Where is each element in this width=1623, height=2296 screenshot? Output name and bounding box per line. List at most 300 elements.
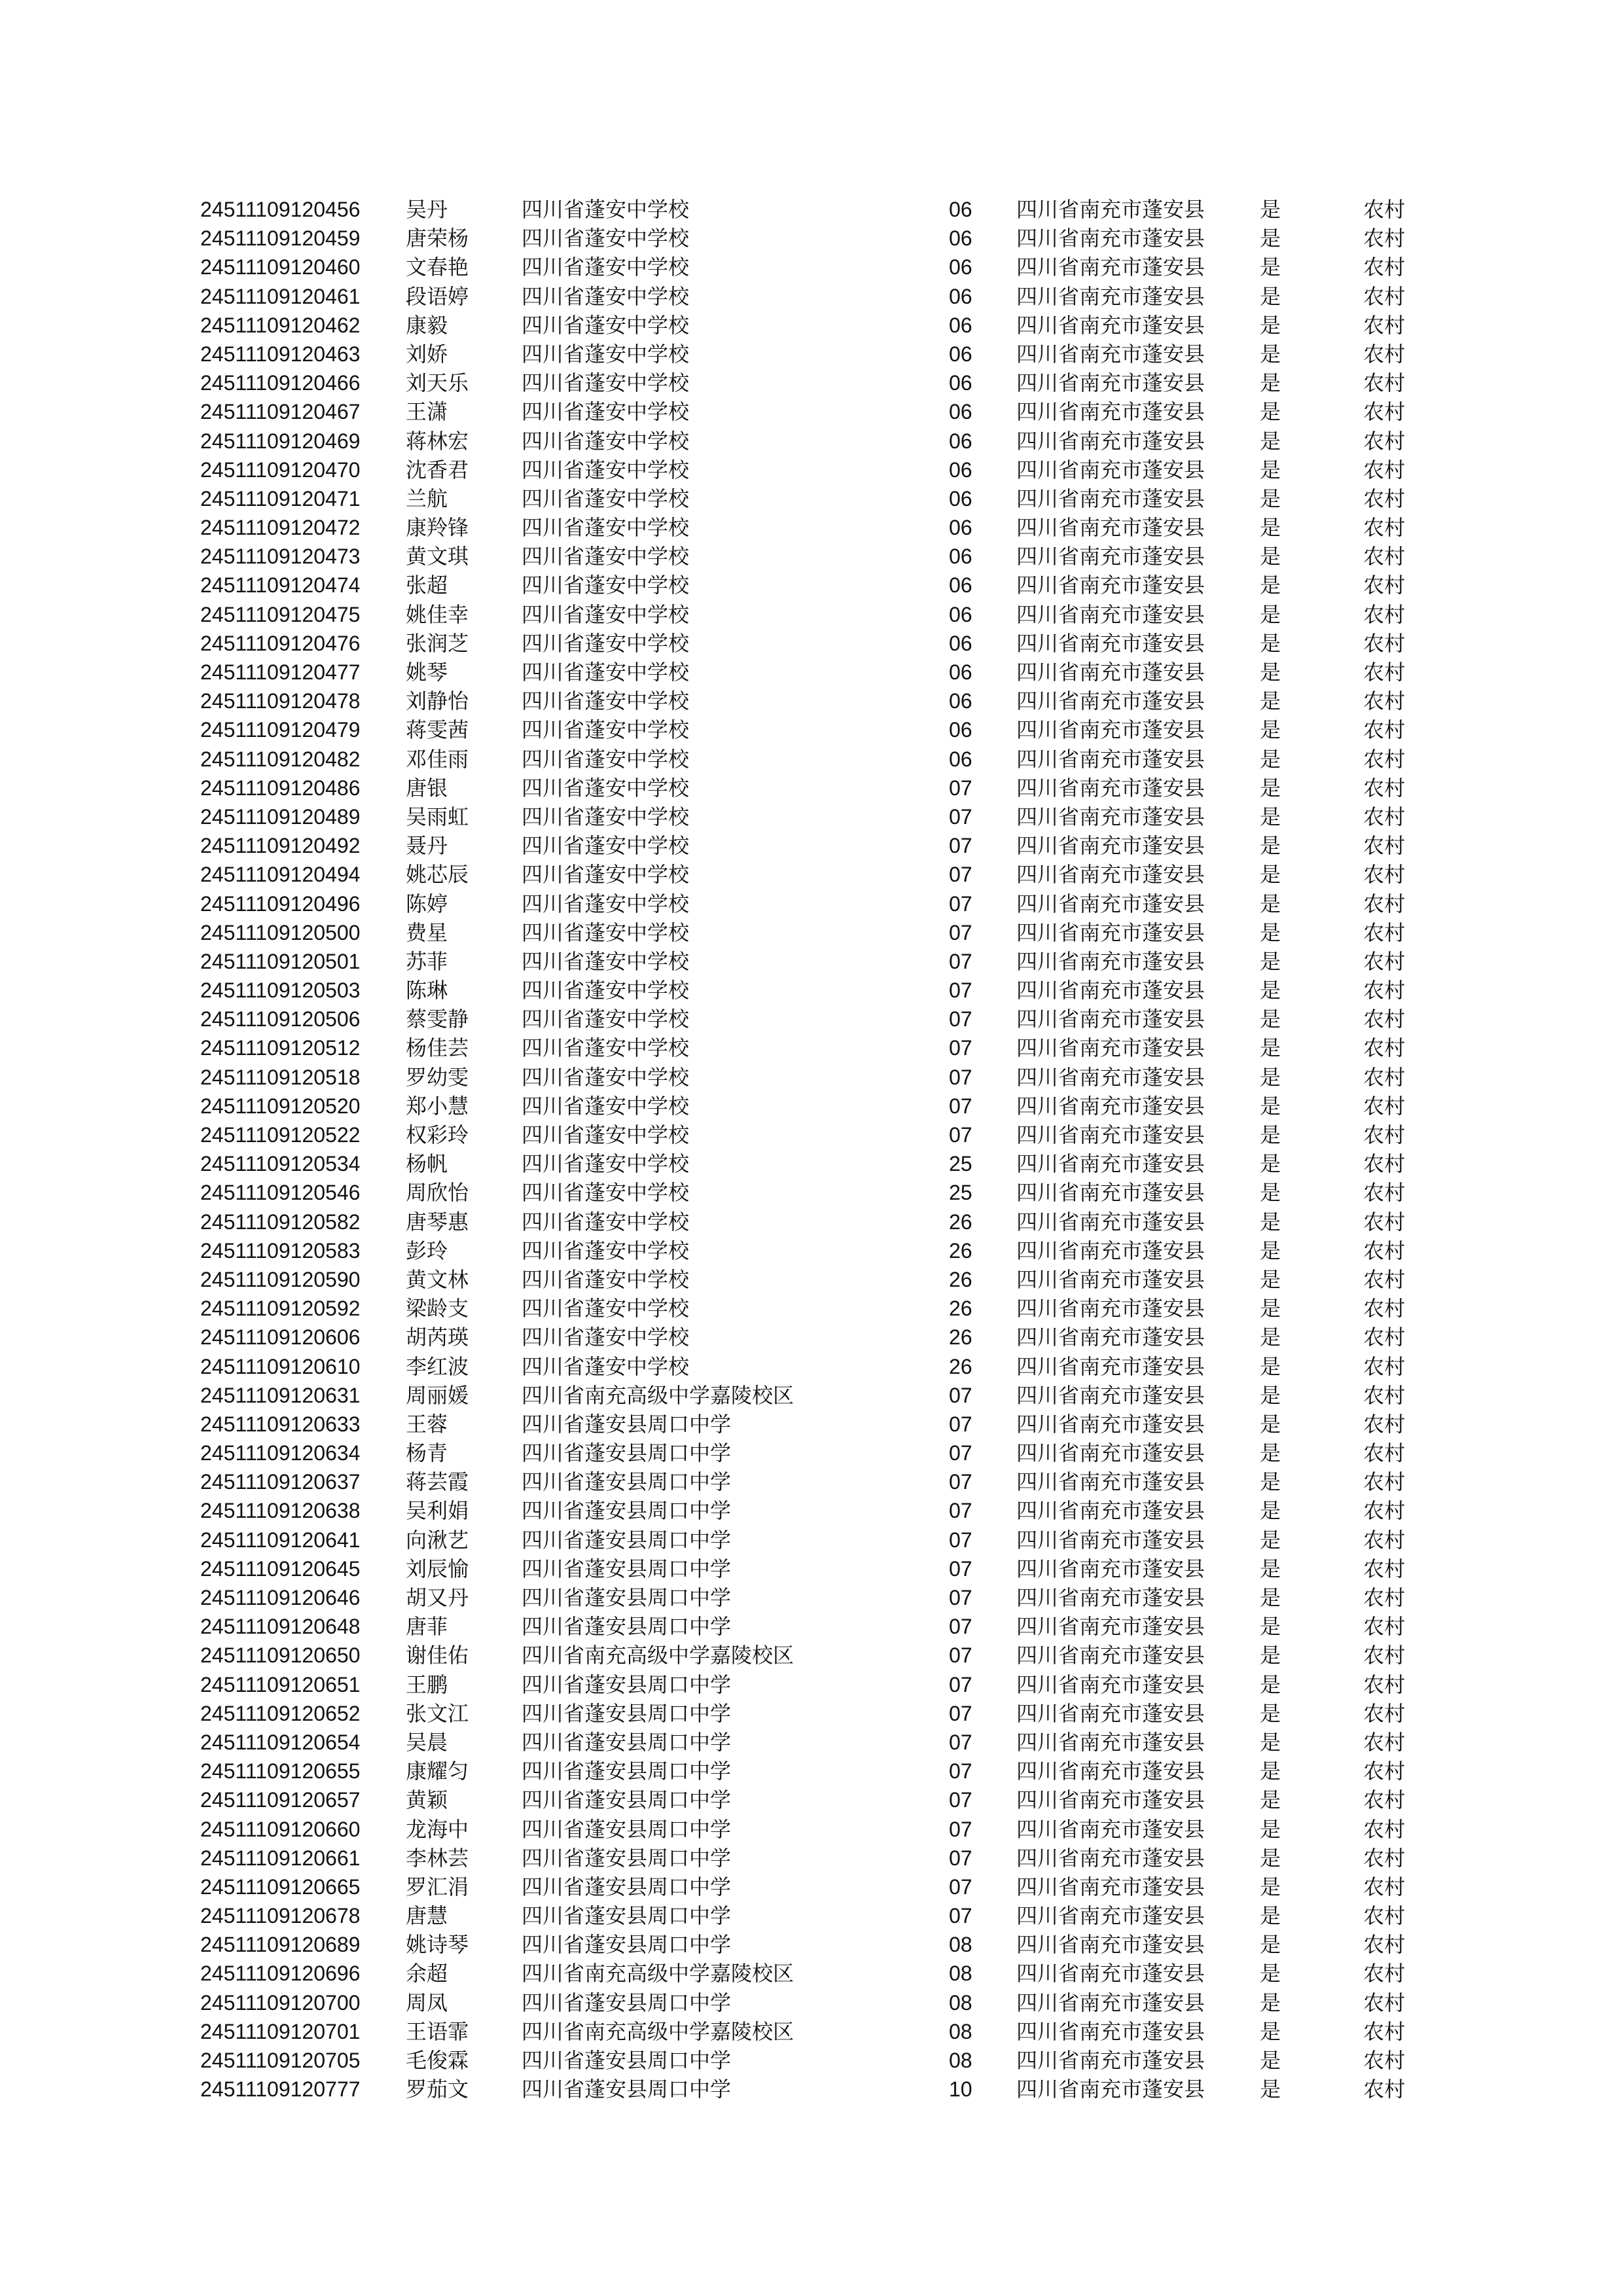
- school-cell: 四川省蓬安中学校: [522, 920, 690, 945]
- table-row: [0, 1496, 1623, 1525]
- student-id-cell: 24511109120705: [200, 2049, 361, 2072]
- eligibility-flag-cell: 是: [1260, 1325, 1281, 1350]
- address-cell: 四川省南充市蓬安县: [1016, 1990, 1205, 2015]
- area-type-cell: 农村: [1363, 891, 1406, 916]
- address-cell: 四川省南充市蓬安县: [1016, 1759, 1205, 1784]
- address-cell: 四川省南充市蓬安县: [1016, 630, 1205, 656]
- student-name-cell: 罗茄文: [406, 2077, 469, 2102]
- student-name-cell: 黄颖: [406, 1787, 448, 1813]
- eligibility-flag-cell: 是: [1260, 804, 1281, 829]
- student-id-cell: 24511109120474: [200, 573, 361, 598]
- address-cell: 四川省南充市蓬安县: [1016, 283, 1205, 309]
- address-cell: 四川省南充市蓬安县: [1016, 1816, 1205, 1842]
- student-id-cell: 24511109120496: [200, 891, 361, 916]
- student-id-cell: 24511109120645: [200, 1556, 361, 1581]
- table-row: [0, 1236, 1623, 1265]
- eligibility-flag-cell: 是: [1260, 1266, 1281, 1292]
- student-id-cell: 24511109120469: [200, 429, 361, 453]
- school-cell: 四川省蓬安中学校: [522, 1296, 690, 1321]
- eligibility-flag-cell: 是: [1260, 978, 1281, 1003]
- address-cell: 四川省南充市蓬安县: [1016, 1932, 1205, 1958]
- eligibility-flag-cell: 是: [1260, 515, 1281, 541]
- address-cell: 四川省南充市蓬安县: [1016, 2048, 1205, 2073]
- student-id-cell: 24511109120678: [200, 1904, 361, 1928]
- eligibility-flag-cell: 是: [1260, 775, 1281, 800]
- class-number-cell: 26: [949, 1325, 972, 1350]
- eligibility-flag-cell: 是: [1260, 1700, 1281, 1726]
- student-id-cell: 24511109120501: [200, 949, 361, 973]
- table-row: [0, 860, 1623, 889]
- eligibility-flag-cell: 是: [1260, 630, 1281, 656]
- eligibility-flag-cell: 是: [1260, 486, 1281, 511]
- address-cell: 四川省南充市蓬安县: [1016, 255, 1205, 280]
- eligibility-flag-cell: 是: [1260, 1354, 1281, 1379]
- eligibility-flag-cell: 是: [1260, 1180, 1281, 1206]
- student-name-cell: 聂丹: [406, 833, 448, 859]
- table-row: [0, 1815, 1623, 1844]
- address-cell: 四川省南充市蓬安县: [1016, 428, 1205, 454]
- area-type-cell: 农村: [1363, 370, 1406, 396]
- class-number-cell: 26: [949, 1267, 972, 1291]
- student-name-cell: 王语霏: [406, 2018, 469, 2044]
- eligibility-flag-cell: 是: [1260, 341, 1281, 367]
- eligibility-flag-cell: 是: [1260, 1238, 1281, 1263]
- area-type-cell: 农村: [1363, 1325, 1406, 1350]
- student-name-cell: 文春艳: [406, 255, 469, 280]
- student-id-cell: 24511109120696: [200, 1962, 361, 1986]
- area-type-cell: 农村: [1363, 601, 1406, 627]
- area-type-cell: 农村: [1363, 457, 1406, 482]
- school-cell: 四川省蓬安县周口中学: [522, 2077, 732, 2102]
- address-cell: 四川省南充市蓬安县: [1016, 486, 1205, 511]
- school-cell: 四川省蓬安中学校: [522, 804, 690, 829]
- area-type-cell: 农村: [1363, 1990, 1406, 2015]
- student-id-cell: 24511109120646: [200, 1586, 361, 1609]
- school-cell: 四川省蓬安中学校: [522, 601, 690, 627]
- student-id-cell: 24511109120460: [200, 255, 361, 279]
- student-name-cell: 康耀匀: [406, 1759, 469, 1784]
- address-cell: 四川省南充市蓬安县: [1016, 601, 1205, 627]
- address-cell: 四川省南充市蓬安县: [1016, 1700, 1205, 1726]
- table-row: [0, 1699, 1623, 1728]
- student-name-cell: 陈婷: [406, 891, 448, 916]
- student-id-cell: 24511109120641: [200, 1528, 361, 1552]
- eligibility-flag-cell: 是: [1260, 1903, 1281, 1929]
- area-type-cell: 农村: [1363, 775, 1406, 800]
- class-number-cell: 06: [949, 371, 972, 395]
- area-type-cell: 农村: [1363, 862, 1406, 888]
- table-row: [0, 976, 1623, 1005]
- school-cell: 四川省蓬安中学校: [522, 1180, 690, 1206]
- area-type-cell: 农村: [1363, 399, 1406, 425]
- area-type-cell: 农村: [1363, 1787, 1406, 1813]
- student-id-cell: 24511109120590: [200, 1267, 361, 1291]
- school-cell: 四川省蓬安中学校: [522, 775, 690, 800]
- area-type-cell: 农村: [1363, 1209, 1406, 1234]
- address-cell: 四川省南充市蓬安县: [1016, 1382, 1205, 1408]
- area-type-cell: 农村: [1363, 1064, 1406, 1090]
- address-cell: 四川省南充市蓬安县: [1016, 891, 1205, 916]
- area-type-cell: 农村: [1363, 486, 1406, 511]
- table-row: [0, 1959, 1623, 1988]
- school-cell: 四川省蓬安县周口中学: [522, 1441, 732, 1466]
- school-cell: 四川省蓬安县周口中学: [522, 1585, 732, 1610]
- eligibility-flag-cell: 是: [1260, 1932, 1281, 1958]
- student-id-cell: 24511109120463: [200, 342, 361, 366]
- address-cell: 四川省南充市蓬安县: [1016, 1209, 1205, 1234]
- student-name-cell: 余超: [406, 1961, 448, 1986]
- area-type-cell: 农村: [1363, 920, 1406, 945]
- table-row: [0, 1063, 1623, 1092]
- student-id-cell: 24511109120506: [200, 1007, 361, 1031]
- student-id-cell: 24511109120648: [200, 1615, 361, 1639]
- student-id-cell: 24511109120655: [200, 1759, 361, 1784]
- area-type-cell: 农村: [1363, 1151, 1406, 1177]
- table-row: [0, 774, 1623, 802]
- student-id-cell: 24511109120486: [200, 776, 361, 800]
- class-number-cell: 26: [949, 1238, 972, 1263]
- student-name-cell: 张润芝: [406, 630, 469, 656]
- student-id-cell: 24511109120520: [200, 1094, 361, 1118]
- table-row: [0, 1757, 1623, 1785]
- area-type-cell: 农村: [1363, 1903, 1406, 1929]
- area-type-cell: 农村: [1363, 1932, 1406, 1958]
- address-cell: 四川省南充市蓬安县: [1016, 1527, 1205, 1552]
- student-id-cell: 24511109120637: [200, 1470, 361, 1494]
- student-name-cell: 姚芯辰: [406, 862, 469, 888]
- address-cell: 四川省南充市蓬安县: [1016, 920, 1205, 945]
- class-number-cell: 07: [949, 949, 972, 973]
- address-cell: 四川省南充市蓬安县: [1016, 1672, 1205, 1697]
- address-cell: 四川省南充市蓬安县: [1016, 1238, 1205, 1263]
- student-name-cell: 姚琴: [406, 660, 448, 685]
- area-type-cell: 农村: [1363, 312, 1406, 338]
- area-type-cell: 农村: [1363, 1874, 1406, 1899]
- school-cell: 四川省蓬安县周口中学: [522, 1729, 732, 1755]
- school-cell: 四川省蓬安县周口中学: [522, 2048, 732, 2073]
- student-name-cell: 唐琴惠: [406, 1209, 469, 1234]
- table-row: [0, 1873, 1623, 1901]
- area-type-cell: 农村: [1363, 2018, 1406, 2044]
- table-row: [0, 745, 1623, 774]
- school-cell: 四川省南充高级中学嘉陵校区: [522, 2018, 794, 2044]
- school-cell: 四川省蓬安县周口中学: [522, 1903, 732, 1929]
- eligibility-flag-cell: 是: [1260, 1643, 1281, 1668]
- school-cell: 四川省蓬安中学校: [522, 630, 690, 656]
- area-type-cell: 农村: [1363, 573, 1406, 598]
- table-row: [0, 2017, 1623, 2046]
- student-name-cell: 吴雨虹: [406, 804, 469, 829]
- eligibility-flag-cell: 是: [1260, 833, 1281, 859]
- area-type-cell: 农村: [1363, 717, 1406, 743]
- school-cell: 四川省蓬安中学校: [522, 1266, 690, 1292]
- student-name-cell: 刘辰愉: [406, 1556, 469, 1581]
- area-type-cell: 农村: [1363, 1614, 1406, 1640]
- area-type-cell: 农村: [1363, 1527, 1406, 1552]
- address-cell: 四川省南充市蓬安县: [1016, 1266, 1205, 1292]
- school-cell: 四川省蓬安中学校: [522, 1238, 690, 1263]
- class-number-cell: 10: [949, 2077, 972, 2102]
- student-name-cell: 杨青: [406, 1441, 448, 1466]
- student-name-cell: 刘静怡: [406, 689, 469, 714]
- address-cell: 四川省南充市蓬安县: [1016, 660, 1205, 685]
- eligibility-flag-cell: 是: [1260, 1064, 1281, 1090]
- table-row: [0, 456, 1623, 484]
- address-cell: 四川省南充市蓬安县: [1016, 341, 1205, 367]
- school-cell: 四川省蓬安中学校: [522, 948, 690, 974]
- address-cell: 四川省南充市蓬安县: [1016, 1961, 1205, 1986]
- address-cell: 四川省南充市蓬安县: [1016, 862, 1205, 888]
- eligibility-flag-cell: 是: [1260, 660, 1281, 685]
- student-name-cell: 邓佳雨: [406, 746, 469, 772]
- class-number-cell: 06: [949, 198, 972, 221]
- class-number-cell: 06: [949, 718, 972, 742]
- student-name-cell: 姚诗琴: [406, 1932, 469, 1958]
- class-number-cell: 07: [949, 920, 972, 944]
- student-id-cell: 24511109120665: [200, 1874, 361, 1899]
- student-id-cell: 24511109120473: [200, 545, 361, 569]
- table-row: [0, 889, 1623, 918]
- eligibility-flag-cell: 是: [1260, 1556, 1281, 1581]
- eligibility-flag-cell: 是: [1260, 1845, 1281, 1871]
- school-cell: 四川省蓬安中学校: [522, 862, 690, 888]
- area-type-cell: 农村: [1363, 804, 1406, 829]
- table-row: [0, 1294, 1623, 1323]
- student-list-table: [0, 195, 1623, 2104]
- address-cell: 四川省南充市蓬安县: [1016, 515, 1205, 541]
- student-id-cell: 24511109120638: [200, 1499, 361, 1523]
- area-type-cell: 农村: [1363, 1180, 1406, 1206]
- class-number-cell: 26: [949, 1210, 972, 1234]
- school-cell: 四川省蓬安中学校: [522, 689, 690, 714]
- school-cell: 四川省蓬安中学校: [522, 515, 690, 541]
- student-id-cell: 24511109120478: [200, 689, 361, 713]
- student-name-cell: 王潇: [406, 399, 448, 425]
- area-type-cell: 农村: [1363, 226, 1406, 251]
- table-row: [0, 802, 1623, 831]
- address-cell: 四川省南充市蓬安县: [1016, 370, 1205, 396]
- table-row: [0, 1844, 1623, 1873]
- student-id-cell: 24511109120661: [200, 1846, 361, 1870]
- student-name-cell: 吴丹: [406, 197, 448, 222]
- school-cell: 四川省蓬安中学校: [522, 1325, 690, 1350]
- student-id-cell: 24511109120492: [200, 834, 361, 858]
- school-cell: 四川省蓬安县周口中学: [522, 1672, 732, 1697]
- table-row: [0, 658, 1623, 687]
- school-cell: 四川省蓬安中学校: [522, 1007, 690, 1032]
- class-number-cell: 07: [949, 1846, 972, 1870]
- address-cell: 四川省南充市蓬安县: [1016, 197, 1205, 222]
- class-number-cell: 25: [949, 1181, 972, 1205]
- table-row: [0, 1670, 1623, 1699]
- student-name-cell: 蒋林宏: [406, 428, 469, 454]
- area-type-cell: 农村: [1363, 1845, 1406, 1871]
- table-row: [0, 947, 1623, 976]
- class-number-cell: 06: [949, 400, 972, 424]
- class-number-cell: 07: [949, 1615, 972, 1639]
- address-cell: 四川省南充市蓬安县: [1016, 1354, 1205, 1379]
- table-row: [0, 1554, 1623, 1583]
- eligibility-flag-cell: 是: [1260, 2018, 1281, 2044]
- address-cell: 四川省南充市蓬安县: [1016, 1469, 1205, 1495]
- school-cell: 四川省蓬安中学校: [522, 1354, 690, 1379]
- class-number-cell: 06: [949, 255, 972, 279]
- table-row: [0, 1033, 1623, 1062]
- school-cell: 四川省蓬安县周口中学: [522, 1874, 732, 1899]
- student-name-cell: 段语婷: [406, 283, 469, 309]
- eligibility-flag-cell: 是: [1260, 2048, 1281, 2073]
- table-row: [0, 1612, 1623, 1641]
- school-cell: 四川省蓬安中学校: [522, 1122, 690, 1147]
- class-number-cell: 07: [949, 1556, 972, 1581]
- table-row: [0, 513, 1623, 542]
- student-id-cell: 24511109120470: [200, 457, 361, 482]
- eligibility-flag-cell: 是: [1260, 1672, 1281, 1697]
- area-type-cell: 农村: [1363, 1354, 1406, 1379]
- school-cell: 四川省蓬安中学校: [522, 978, 690, 1003]
- school-cell: 四川省蓬安中学校: [522, 457, 690, 482]
- area-type-cell: 农村: [1363, 1093, 1406, 1119]
- student-id-cell: 24511109120456: [200, 198, 361, 221]
- student-id-cell: 24511109120500: [200, 920, 361, 944]
- address-cell: 四川省南充市蓬安县: [1016, 1180, 1205, 1206]
- area-type-cell: 农村: [1363, 1441, 1406, 1466]
- student-name-cell: 吴利娟: [406, 1498, 469, 1524]
- student-id-cell: 24511109120700: [200, 1990, 361, 2015]
- table-row: [0, 368, 1623, 397]
- class-number-cell: 08: [949, 1933, 972, 1957]
- table-row: [0, 2046, 1623, 2075]
- area-type-cell: 农村: [1363, 1122, 1406, 1147]
- table-row: [0, 1092, 1623, 1121]
- address-cell: 四川省南充市蓬安县: [1016, 1296, 1205, 1321]
- class-number-cell: 25: [949, 1152, 972, 1176]
- class-number-cell: 07: [949, 1730, 972, 1754]
- table-row: [0, 629, 1623, 658]
- table-row: [0, 1728, 1623, 1757]
- school-cell: 四川省蓬安中学校: [522, 1093, 690, 1119]
- eligibility-flag-cell: 是: [1260, 1382, 1281, 1408]
- student-id-cell: 24511109120654: [200, 1730, 361, 1754]
- address-cell: 四川省南充市蓬安县: [1016, 1729, 1205, 1755]
- class-number-cell: 06: [949, 747, 972, 771]
- student-name-cell: 杨帆: [406, 1151, 448, 1177]
- eligibility-flag-cell: 是: [1260, 1296, 1281, 1321]
- student-name-cell: 蒋雯茜: [406, 717, 469, 743]
- student-id-cell: 24511109120479: [200, 718, 361, 742]
- area-type-cell: 农村: [1363, 2048, 1406, 2073]
- area-type-cell: 农村: [1363, 1672, 1406, 1697]
- class-number-cell: 06: [949, 602, 972, 626]
- area-type-cell: 农村: [1363, 1411, 1406, 1437]
- area-type-cell: 农村: [1363, 630, 1406, 656]
- student-name-cell: 吴晨: [406, 1729, 448, 1755]
- address-cell: 四川省南充市蓬安县: [1016, 544, 1205, 569]
- student-name-cell: 蔡雯静: [406, 1007, 469, 1032]
- area-type-cell: 农村: [1363, 1007, 1406, 1032]
- table-row: [0, 1381, 1623, 1410]
- class-number-cell: 07: [949, 1643, 972, 1668]
- school-cell: 四川省蓬安县周口中学: [522, 1527, 732, 1552]
- table-row: [0, 918, 1623, 947]
- eligibility-flag-cell: 是: [1260, 1787, 1281, 1813]
- student-name-cell: 唐菲: [406, 1614, 448, 1640]
- student-name-cell: 姚佳幸: [406, 601, 469, 627]
- area-type-cell: 农村: [1363, 515, 1406, 541]
- class-number-cell: 07: [949, 776, 972, 800]
- area-type-cell: 农村: [1363, 1266, 1406, 1292]
- school-cell: 四川省蓬安中学校: [522, 1151, 690, 1177]
- eligibility-flag-cell: 是: [1260, 1469, 1281, 1495]
- student-name-cell: 唐银: [406, 775, 448, 800]
- eligibility-flag-cell: 是: [1260, 1411, 1281, 1437]
- school-cell: 四川省蓬安县周口中学: [522, 1614, 732, 1640]
- class-number-cell: 06: [949, 545, 972, 569]
- address-cell: 四川省南充市蓬安县: [1016, 775, 1205, 800]
- eligibility-flag-cell: 是: [1260, 1816, 1281, 1842]
- table-row: [0, 1149, 1623, 1178]
- address-cell: 四川省南充市蓬安县: [1016, 804, 1205, 829]
- student-name-cell: 谢佳佑: [406, 1643, 469, 1668]
- eligibility-flag-cell: 是: [1260, 891, 1281, 916]
- address-cell: 四川省南充市蓬安县: [1016, 1151, 1205, 1177]
- student-name-cell: 王蓉: [406, 1411, 448, 1437]
- student-id-cell: 24511109120592: [200, 1297, 361, 1321]
- student-id-cell: 24511109120689: [200, 1933, 361, 1957]
- student-name-cell: 周凤: [406, 1990, 448, 2015]
- area-type-cell: 农村: [1363, 1643, 1406, 1668]
- class-number-cell: 08: [949, 1962, 972, 1986]
- area-type-cell: 农村: [1363, 746, 1406, 772]
- area-type-cell: 农村: [1363, 1382, 1406, 1408]
- address-cell: 四川省南充市蓬安县: [1016, 746, 1205, 772]
- address-cell: 四川省南充市蓬安县: [1016, 1411, 1205, 1437]
- school-cell: 四川省蓬安中学校: [522, 486, 690, 511]
- table-row: [0, 1526, 1623, 1554]
- eligibility-flag-cell: 是: [1260, 1035, 1281, 1061]
- area-type-cell: 农村: [1363, 1498, 1406, 1524]
- school-cell: 四川省蓬安中学校: [522, 255, 690, 280]
- address-cell: 四川省南充市蓬安县: [1016, 1556, 1205, 1581]
- class-number-cell: 06: [949, 486, 972, 511]
- student-id-cell: 24511109120610: [200, 1354, 361, 1378]
- address-cell: 四川省南充市蓬安县: [1016, 1035, 1205, 1061]
- class-number-cell: 07: [949, 1470, 972, 1494]
- student-id-cell: 24511109120466: [200, 371, 361, 395]
- address-cell: 四川省南充市蓬安县: [1016, 833, 1205, 859]
- class-number-cell: 06: [949, 313, 972, 337]
- area-type-cell: 农村: [1363, 255, 1406, 280]
- eligibility-flag-cell: 是: [1260, 1209, 1281, 1234]
- student-name-cell: 沈香君: [406, 457, 469, 482]
- address-cell: 四川省南充市蓬安县: [1016, 689, 1205, 714]
- student-name-cell: 彭玲: [406, 1238, 448, 1263]
- school-cell: 四川省蓬安中学校: [522, 1209, 690, 1234]
- address-cell: 四川省南充市蓬安县: [1016, 457, 1205, 482]
- student-name-cell: 权彩玲: [406, 1122, 469, 1147]
- eligibility-flag-cell: 是: [1260, 948, 1281, 974]
- student-name-cell: 兰航: [406, 486, 448, 511]
- class-number-cell: 07: [949, 1036, 972, 1060]
- table-row: [0, 831, 1623, 860]
- class-number-cell: 07: [949, 1672, 972, 1696]
- area-type-cell: 农村: [1363, 197, 1406, 222]
- student-name-cell: 郑小慧: [406, 1093, 469, 1119]
- student-id-cell: 24511109120534: [200, 1152, 361, 1176]
- student-id-cell: 24511109120650: [200, 1643, 361, 1668]
- school-cell: 四川省蓬安中学校: [522, 399, 690, 425]
- class-number-cell: 06: [949, 342, 972, 366]
